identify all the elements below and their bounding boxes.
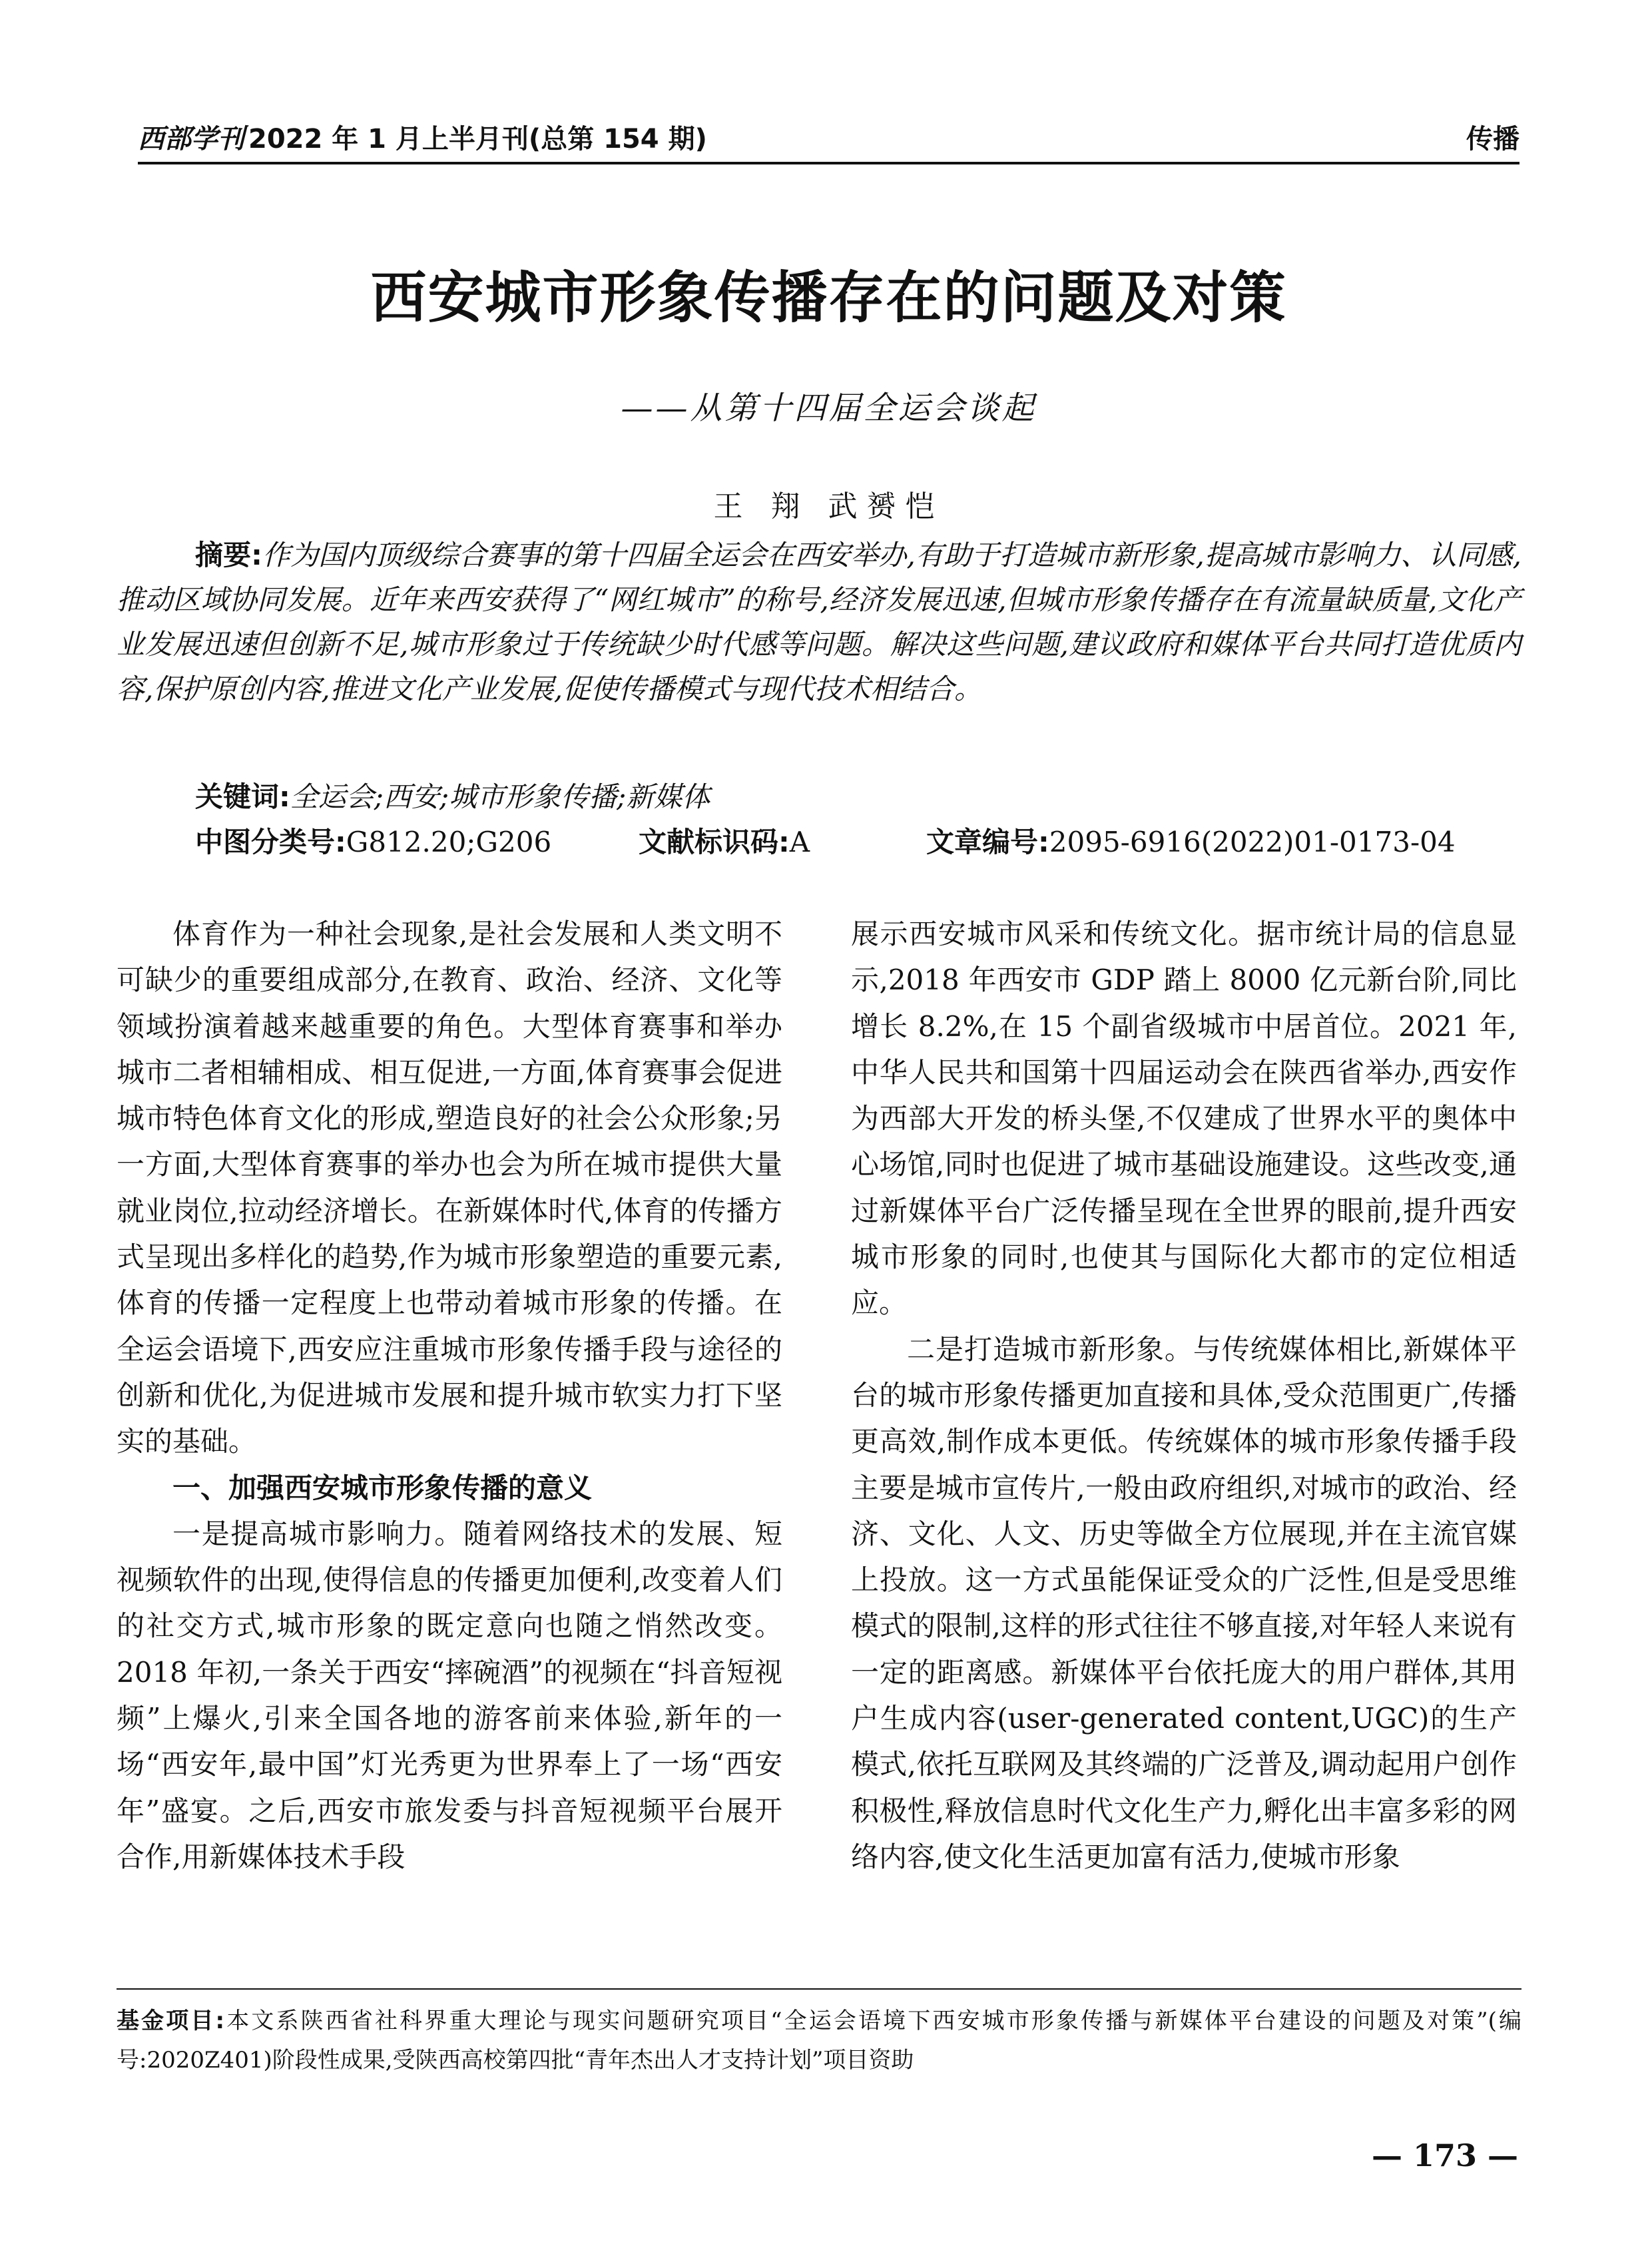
doc-label: 文献标识码:: [639, 826, 790, 858]
section-name: 传播: [1466, 123, 1519, 154]
abstract-label: 摘要:: [195, 539, 262, 571]
abstract-text: 作为国内顶级综合赛事的第十四届全运会在西安举办,有助于打造城市新形象,提高城市影响力、认同感,推动区域协同发展。近年来西安获得了“网红城市”的称号,经济发展迅速,但城市形象传播存在有流量缺质量,文化产业发展迅速但创新不足,城市形象过于传统缺少时代感等问题。解决这些问题,建议政府和媒体平台共同打造优质内容,保护原创内容,推进文化产业发展,促使传播模式与现代技术相结合。: [117, 539, 1522, 705]
paragraph: 一是提高城市影响力。随着网络技术的发展、短视频软件的出现,使得信息的传播更加便利,改变着人们的社交方式,城市形象的既定意向也随之悄然改变。2018 年初,一条关于西安“摔碗酒”的视频在“抖音短视频”上爆火,引来全国各地的游客前来体验,新年的一场“西安年,最中国”灯光秀更为世界奉上了一场“西安年”盛宴。之后,西安市旅发委与抖音短视频平台展开合作,用新媒体技术手段: [117, 1517, 782, 1873]
body-column-left: [117, 911, 782, 1880]
funding-text: 本文系陕西省社科界重大理论与现实问题研究项目“全运会语境下西安城市形象传播与新媒体平台建设的问题及对策”(编号:2020Z401)阶段性成果,受陕西高校第四批“青年杰出人才支持计划”项目资助: [117, 2008, 1521, 2074]
paragraph: 体育作为一种社会现象,是社会发展和人类文明不可缺少的重要组成部分,在教育、政治、经济、文化等领域扮演着越来越重要的角色。大型体育赛事和举办城市二者相辅相成、相互促进,一方面,体育赛事会促进城市特色体育文化的形成,塑造良好的社会公众形象;另一方面,大型体育赛事的举办也会为所在城市提供大量就业岗位,拉动经济增长。在新媒体时代,体育的传播方式呈现出多样化的趋势,作为城市形象塑造的重要元素,体育的传播一定程度上也带动着城市形象的传播。在全运会语境下,西安应注重城市形象传播手段与途径的创新和优化,为促进城市发展和提升城市软实力打下坚实的基础。: [117, 918, 782, 1458]
article-number-value: 2095-6916(2022)01-0173-04: [1049, 826, 1456, 858]
page-number: — 173 —: [1371, 2137, 1518, 2173]
clc-value: G812.20;G206: [346, 826, 552, 858]
footnote-rule: [117, 1988, 1521, 1990]
funding-label: 基金项目:: [117, 2008, 225, 2034]
running-header: [138, 113, 1519, 160]
paragraph: 展示西安城市风采和传统文化。据市统计局的信息显示,2018 年西安市 GDP 踏上 8000 亿元新台阶,同比增长 8.2%,在 15 个副省级城市中居首位。2021 年,中华人民共和国第十四届运动会在陕西省举办,西安作为西部大开发的桥头堡,不仅建成了世界水平的奥体中心场馆,同时也促进了城市基础设施建设。这些改变,通过新媒体平台广泛传播呈现在全世界的眼前,提升西安城市形象的同时,也使其与国际化大都市的定位相适应。: [851, 918, 1517, 1320]
doc-value: A: [789, 826, 810, 858]
section-heading: 一、加强西安城市形象传播的意义: [172, 1471, 593, 1504]
article-subtitle: ——从第十四届全运会谈起: [621, 390, 1037, 427]
keywords-text: 全运会;西安;城市形象传播;新媒体: [290, 780, 710, 813]
body-column-right: [851, 911, 1517, 1880]
article-title: 西安城市形象传播存在的问题及对策: [370, 265, 1287, 330]
article-authors: 王 翔 武赟恺: [713, 489, 944, 523]
keywords: [195, 775, 1520, 819]
clc-code: [195, 820, 551, 864]
abstract: [117, 533, 1521, 711]
issue-info: 2022 年 1 月上半月刊(总第 154 期): [248, 123, 707, 154]
keywords-label: 关键词:: [195, 780, 290, 813]
funding-note: [117, 2002, 1521, 2080]
paragraph: 二是打造城市新形象。与传统媒体相比,新媒体平台的城市形象传播更加直接和具体,受众范围更广,传播更高效,制作成本更低。传统媒体的城市形象传播手段主要是城市宣传片,一般由政府组织,对城市的政治、经济、文化、人文、历史等做全方位展现,并在主流官媒上投放。这一方式虽能保证受众的广泛性,但是受思维模式的限制,这样的形式往往不够直接,对年轻人来说有一定的距离感。新媒体平台依托庞大的用户群体,其用户生成内容(user-generated content,UGC)的生产模式,依托互联网及其终端的广泛普及,调动起用户创作积极性,释放信息时代文化生产力,孵化出丰富多彩的网络内容,使文化生活更加富有活力,使城市形象: [851, 1332, 1517, 1873]
article-number: [926, 820, 1456, 864]
article-number-label: 文章编号:: [926, 826, 1049, 858]
journal-logo: 西部学刊: [138, 123, 244, 154]
document-code: [639, 820, 810, 864]
header-rule: [138, 162, 1519, 164]
journal-issue: [138, 118, 707, 156]
clc-label: 中图分类号:: [195, 826, 346, 858]
classification-line: [195, 820, 1520, 864]
